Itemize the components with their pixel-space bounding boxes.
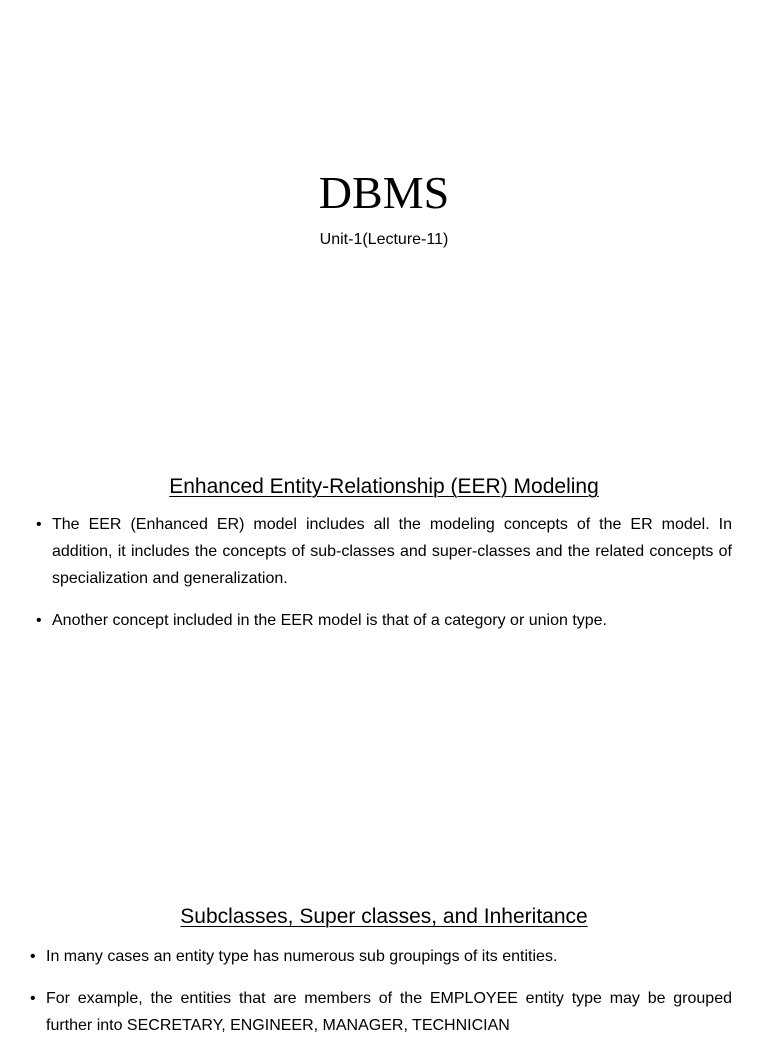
section-heading: Enhanced Entity-Relationship (EER) Modeling	[169, 475, 599, 498]
slide-subclasses	[0, 860, 768, 1034]
bullet-item	[36, 607, 732, 634]
bullet-text: Another concept included in the EER model is that of a category or union type.	[52, 612, 607, 629]
bullet-list	[36, 511, 732, 634]
slide-title	[0, 0, 768, 430]
lecture-subtitle: Unit-1(Lecture-11)	[319, 231, 449, 248]
bullet-text: The EER (Enhanced ER) model includes all the modeling concepts of the ER model. In addition, it includes the concepts of sub-classes and super-classes and the related concepts of specialization and generalization.	[52, 516, 732, 587]
bullet-text: For example, the entities that are members of the EMPLOYEE entity type may be grouped further into SECRETARY, ENGINEER, MANAGER, TECHNICIAN	[46, 990, 732, 1034]
page-title: DBMS	[318, 167, 450, 218]
bullet-item	[36, 511, 732, 592]
bullet-icon: •	[36, 612, 42, 629]
bullet-item	[30, 985, 732, 1039]
bullet-icon: •	[30, 948, 36, 965]
bullet-text: In many cases an entity type has numerous sub groupings of its entities.	[46, 948, 558, 965]
slide-eer-modeling	[0, 430, 768, 860]
bullet-icon: •	[36, 516, 42, 533]
bullet-item	[30, 943, 732, 970]
section-heading: Subclasses, Super classes, and Inheritance	[180, 905, 588, 928]
bullet-list	[30, 943, 732, 1039]
bullet-icon: •	[30, 990, 36, 1007]
